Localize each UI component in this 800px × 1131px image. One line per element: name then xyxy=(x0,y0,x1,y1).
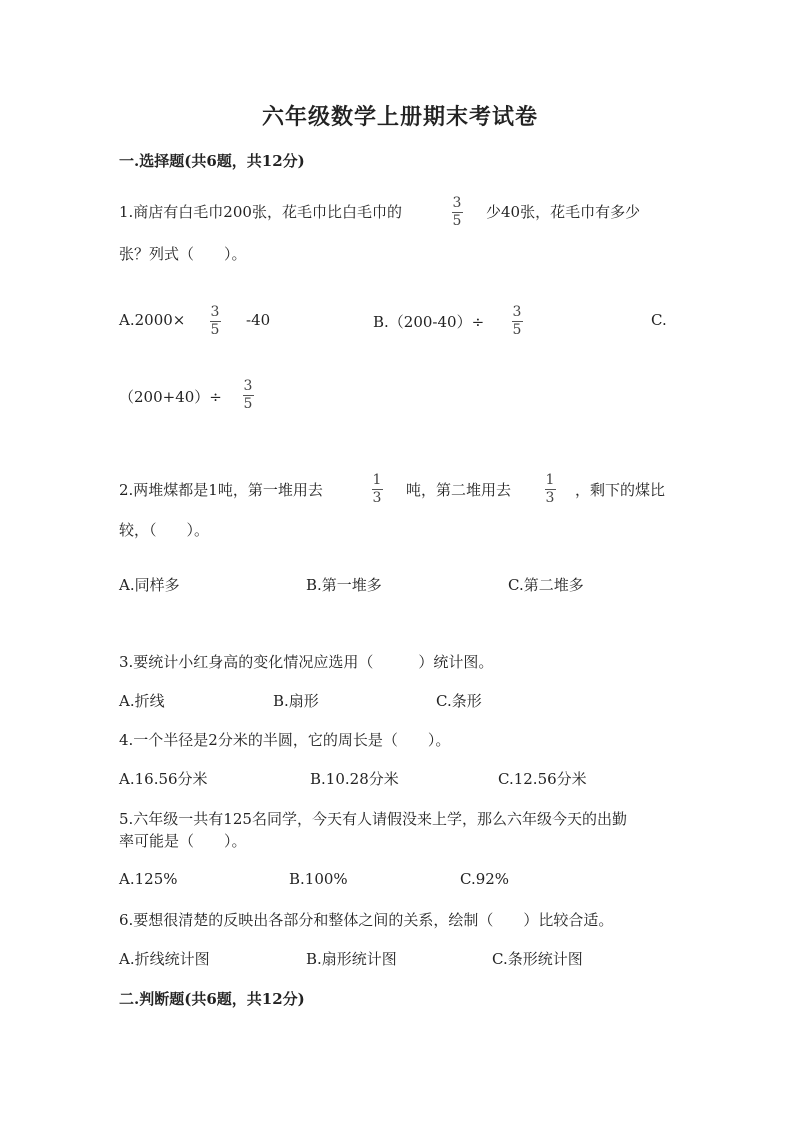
question-6-option-a: A.折线统计图 xyxy=(119,950,210,968)
exam-title: 六年级数学上册期末考试卷 xyxy=(261,104,538,130)
fraction-denominator: 5 xyxy=(210,322,220,338)
fraction-numerator: 3 xyxy=(512,304,522,320)
question-4-option-b: B.10.28分米 xyxy=(310,770,399,788)
question-1-option-b-prefix: B.（200-40）÷ xyxy=(373,313,485,331)
question-1-option-a-prefix: A.2000× xyxy=(119,311,186,329)
question-3-option-a: A.折线 xyxy=(119,692,165,710)
fraction-numerator: 1 xyxy=(372,472,382,488)
question-2-fraction-1 xyxy=(370,473,384,506)
question-2-text-c: ，剩下的煤比 xyxy=(575,481,666,499)
section-heading-choice: 一.选择题(共6题，共12分) xyxy=(119,152,305,170)
question-1-text-c: 张？列式（ ）。 xyxy=(119,245,247,263)
question-2-text-b: 吨，第二堆用去 xyxy=(406,481,512,499)
question-1-option-c-prefix: （200+40）÷ xyxy=(119,388,222,406)
fraction-numerator: 1 xyxy=(545,472,555,488)
section-heading-judgement: 二.判断题(共6题，共12分) xyxy=(119,990,305,1008)
fraction-denominator: 3 xyxy=(545,490,555,506)
question-2-fraction-2 xyxy=(543,473,557,506)
question-4-text: 4.一个半径是2分米的半圆，它的周长是（ ）。 xyxy=(119,731,451,749)
fraction-denominator: 5 xyxy=(243,396,253,412)
question-5-option-b: B.100% xyxy=(289,870,348,888)
fraction-denominator: 3 xyxy=(372,490,382,506)
question-6-option-c: C.条形统计图 xyxy=(492,950,583,968)
question-1-option-c-fraction xyxy=(241,379,255,412)
question-1-option-a-fraction xyxy=(208,305,222,338)
question-3-option-c: C.条形 xyxy=(436,692,482,710)
question-5-option-a: A.125% xyxy=(119,870,178,888)
question-1-option-c-label: C. xyxy=(651,311,667,329)
question-5-option-c: C.92% xyxy=(460,870,510,888)
fraction-denominator: 5 xyxy=(512,322,522,338)
question-3-option-b: B.扇形 xyxy=(273,692,319,710)
question-6-option-b: B.扇形统计图 xyxy=(306,950,397,968)
question-4-option-a: A.16.56分米 xyxy=(119,770,208,788)
question-6-text: 6.要想很清楚的反映出各部分和整体之间的关系，绘制（ ）比较合适。 xyxy=(119,911,614,929)
question-2-option-a: A.同样多 xyxy=(119,576,180,594)
question-2-text-d: 较，（ ）。 xyxy=(119,521,210,539)
question-5-text-a: 5.六年级一共有125名同学，今天有人请假没来上学，那么六年级今天的出勤 xyxy=(119,810,627,828)
question-1-text-b: 少40张，花毛巾有多少 xyxy=(486,203,641,221)
question-2-option-b: B.第一堆多 xyxy=(306,576,382,594)
question-4-option-c: C.12.56分米 xyxy=(498,770,587,788)
fraction-numerator: 3 xyxy=(210,304,220,320)
fraction-numerator: 3 xyxy=(243,378,253,394)
fraction-denominator: 5 xyxy=(452,213,462,229)
fraction-numerator: 3 xyxy=(452,195,462,211)
question-1-text-a: 1.商店有白毛巾200张，花毛巾比白毛巾的 xyxy=(119,203,402,221)
question-1-option-b-fraction xyxy=(510,305,524,338)
question-1-fraction xyxy=(450,196,464,229)
question-2-option-c: C.第二堆多 xyxy=(508,576,584,594)
question-2-text-a: 2.两堆煤都是1吨，第一堆用去 xyxy=(119,481,323,499)
question-5-text-b: 率可能是（ ）。 xyxy=(119,832,247,850)
question-1-option-a-suffix: -40 xyxy=(246,311,271,329)
question-3-text: 3.要统计小红身高的变化情况应选用（ ）统计图。 xyxy=(119,653,494,671)
